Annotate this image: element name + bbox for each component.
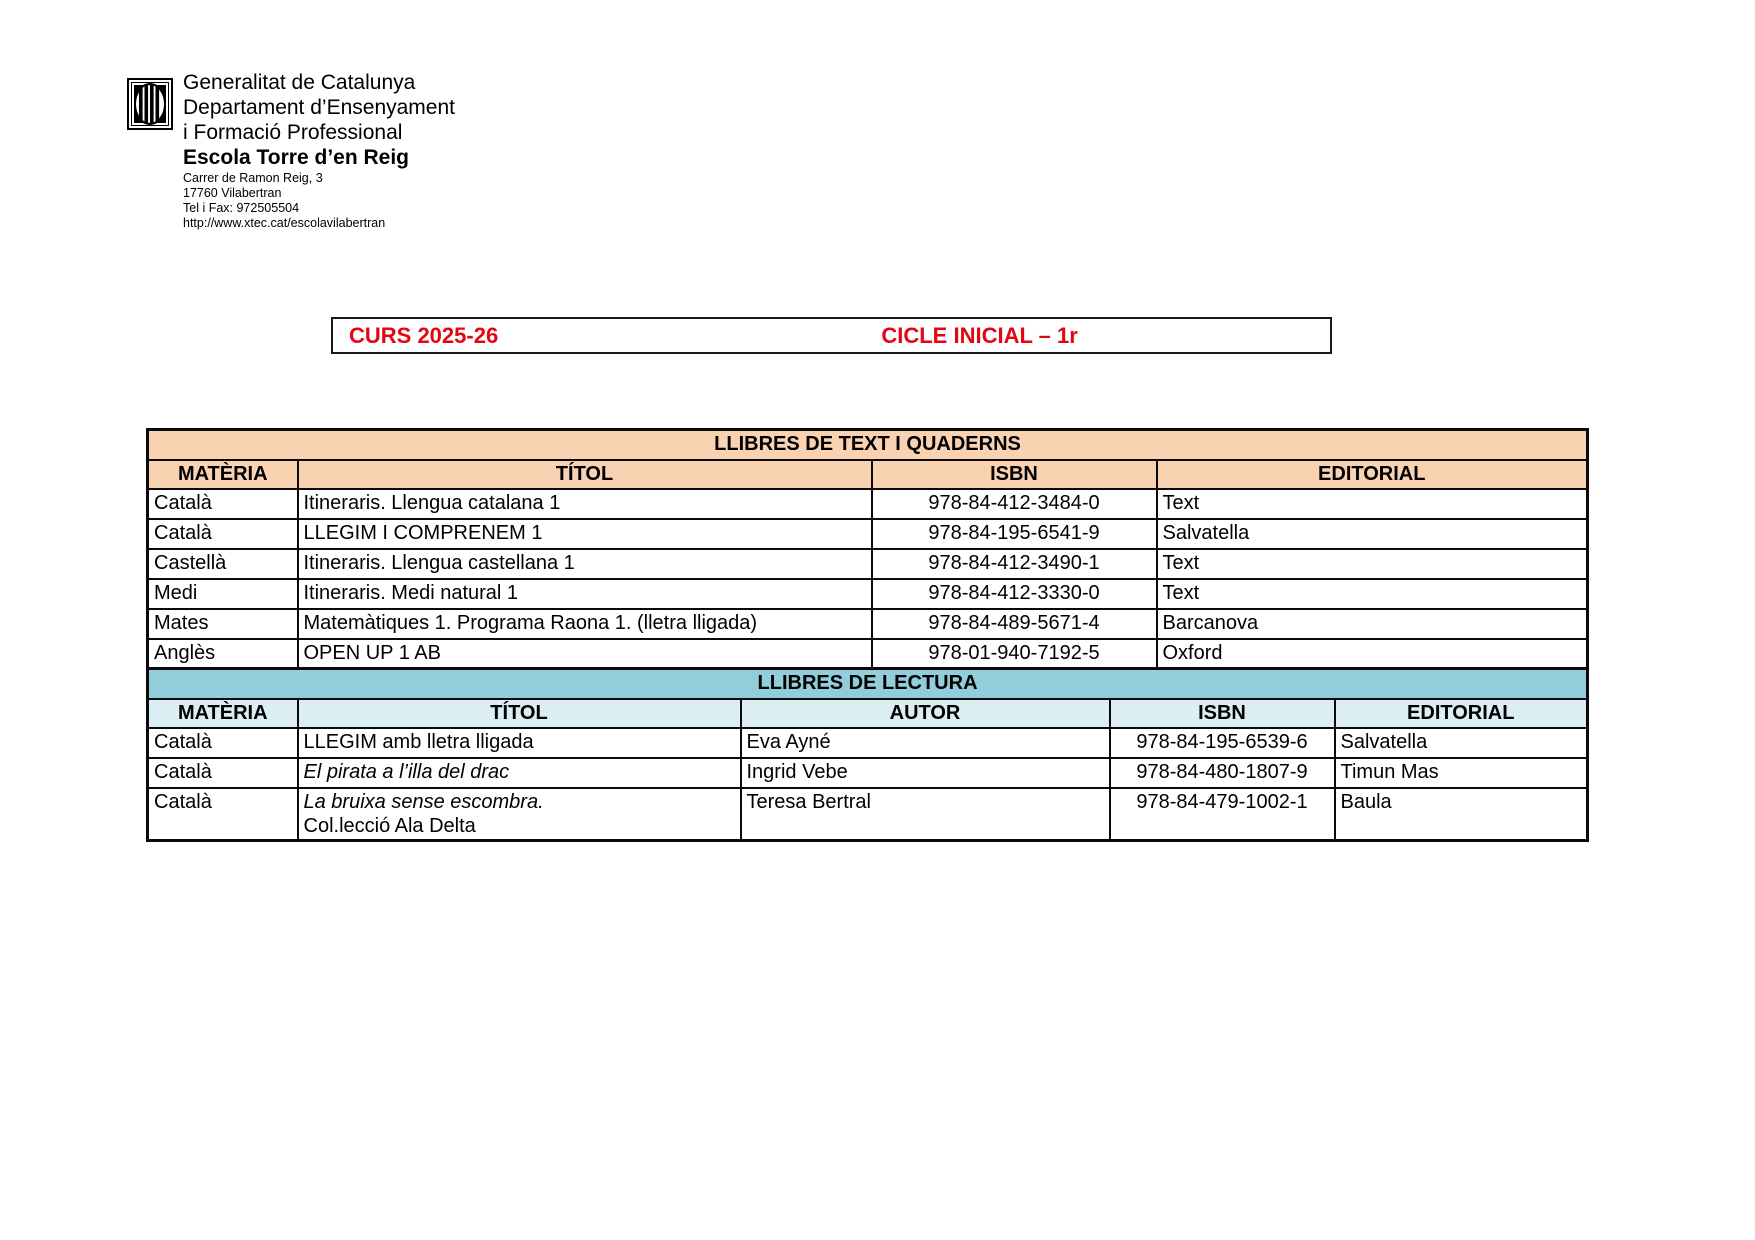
book-lists [146, 428, 1586, 842]
column-header-isbn: ISBN [872, 460, 1157, 489]
org-name-line3: i Formació Professional [183, 121, 403, 144]
course-banner [331, 317, 1332, 354]
school-website: http://www.xtec.cat/escolavilabertran [183, 216, 386, 230]
table-cell: 978-01-940-7192-5 [872, 639, 1157, 669]
org-name-line1: Generalitat de Catalunya [183, 71, 416, 94]
table-cell: La bruixa sense escombra. Col.lecció Ala Delta [298, 788, 741, 841]
table-row [148, 639, 1588, 669]
column-header-editorial: EDITORIAL [1157, 460, 1588, 489]
table-cell: Timun Mas [1335, 758, 1588, 788]
table-cell: Matemàtiques 1. Programa Raona 1. (lletra lligada) [298, 609, 872, 639]
generalitat-senyera-logo [127, 78, 173, 130]
column-header-titol: TÍTOL [298, 460, 872, 489]
column-header-materia: MATÈRIA [148, 460, 298, 489]
textbooks-section-row [148, 430, 1588, 460]
table-cell: Text [1157, 579, 1588, 609]
table-row [148, 728, 1588, 758]
reading-header-row [148, 699, 1588, 728]
table-cell: 978-84-480-1807-9 [1110, 758, 1335, 788]
table-row [148, 549, 1588, 579]
table-cell: 978-84-479-1002-1 [1110, 788, 1335, 841]
reading-table [146, 667, 1589, 842]
textbooks-section-title: LLIBRES DE TEXT I QUADERNS [148, 430, 1588, 460]
table-cell: Eva Ayné [741, 728, 1110, 758]
table-row [148, 489, 1588, 519]
org-name-line2: Departament d’Ensenyament [183, 96, 455, 119]
table-cell: Baula [1335, 788, 1588, 841]
table-cell: 978-84-412-3330-0 [872, 579, 1157, 609]
school-city: 17760 Vilabertran [183, 186, 282, 200]
table-cell: Barcanova [1157, 609, 1588, 639]
table-cell: Itineraris. Medi natural 1 [298, 579, 872, 609]
table-cell: Itineraris. Llengua catalana 1 [298, 489, 872, 519]
reading-section-title: LLIBRES DE LECTURA [148, 669, 1588, 699]
cycle-label: CICLE INICIAL – 1r [881, 322, 1078, 348]
table-cell: Mates [148, 609, 298, 639]
table-cell: Anglès [148, 639, 298, 669]
table-cell: 978-84-195-6539-6 [1110, 728, 1335, 758]
table-row [148, 609, 1588, 639]
table-cell: OPEN UP 1 AB [298, 639, 872, 669]
table-cell: 978-84-489-5671-4 [872, 609, 1157, 639]
table-row [148, 758, 1588, 788]
table-cell: Text [1157, 549, 1588, 579]
table-cell: Ingrid Vebe [741, 758, 1110, 788]
table-cell: 978-84-412-3490-1 [872, 549, 1157, 579]
table-cell: Català [148, 489, 298, 519]
school-address: Carrer de Ramon Reig, 3 [183, 171, 323, 185]
table-cell: 978-84-412-3484-0 [872, 489, 1157, 519]
table-cell: Català [148, 728, 298, 758]
column-header-editorial: EDITORIAL [1335, 699, 1588, 728]
textbooks-header-row [148, 460, 1588, 489]
table-cell: Salvatella [1157, 519, 1588, 549]
textbooks-table [146, 428, 1589, 670]
course-label: CURS 2025-26 [349, 322, 499, 348]
school-name: Escola Torre d’en Reig [183, 146, 410, 169]
column-header-autor: AUTOR [741, 699, 1110, 728]
table-cell: Teresa Bertral [741, 788, 1110, 841]
table-cell: Oxford [1157, 639, 1588, 669]
table-row [148, 788, 1588, 841]
table-cell: Text [1157, 489, 1588, 519]
table-cell: Salvatella [1335, 728, 1588, 758]
table-cell: LLEGIM I COMPRENEM 1 [298, 519, 872, 549]
school-phone: Tel i Fax: 972505504 [183, 201, 300, 215]
table-cell: Itineraris. Llengua castellana 1 [298, 549, 872, 579]
column-header-materia: MATÈRIA [148, 699, 298, 728]
table-cell: 978-84-195-6541-9 [872, 519, 1157, 549]
column-header-isbn: ISBN [1110, 699, 1335, 728]
reading-section-row [148, 669, 1588, 699]
table-row [148, 579, 1588, 609]
table-cell: Català [148, 519, 298, 549]
table-cell: Castellà [148, 549, 298, 579]
table-cell: Català [148, 758, 298, 788]
table-cell: El pirata a l’illa del drac [298, 758, 741, 788]
table-cell: Català [148, 788, 298, 841]
table-row [148, 519, 1588, 549]
table-cell: Medi [148, 579, 298, 609]
column-header-titol: TÍTOL [298, 699, 741, 728]
table-cell: LLEGIM amb lletra lligada [298, 728, 741, 758]
